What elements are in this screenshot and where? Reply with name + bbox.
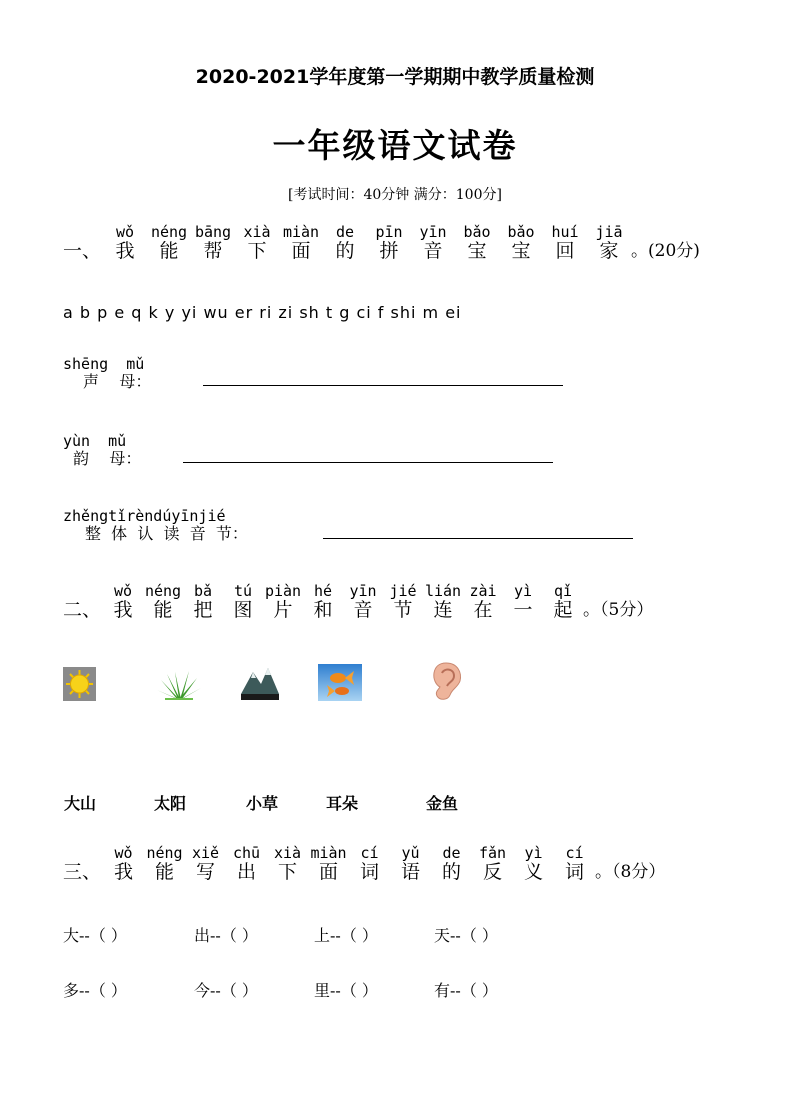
pinyin: chū	[232, 844, 261, 862]
sun-icon[interactable]	[63, 667, 96, 701]
pinyin: huí	[551, 223, 579, 241]
pinyin-character	[343, 583, 383, 621]
character: 家	[599, 240, 619, 262]
antonym-item[interactable]: 大--（ ）	[63, 926, 127, 945]
pinyin: yǔ	[401, 844, 420, 862]
pinyin: yì	[513, 582, 533, 600]
label-text: 声 母：	[83, 372, 152, 391]
pinyin: bǎ	[193, 582, 213, 600]
question-number: 二、	[63, 599, 102, 621]
pinyin-character	[267, 845, 308, 883]
character: 我	[114, 861, 134, 883]
character: 反	[483, 861, 503, 883]
pinyin-character	[303, 583, 343, 621]
character: 帮	[203, 240, 223, 262]
goldfish-icon[interactable]	[318, 664, 362, 701]
pinyin: cí	[565, 844, 584, 862]
pinyin-character	[423, 583, 463, 621]
pinyin-character	[223, 583, 263, 621]
character: 节	[393, 599, 413, 621]
question-score: 。(20分)	[631, 241, 700, 261]
character: 我	[115, 240, 135, 262]
pinyin-character	[308, 845, 349, 883]
character: 拼	[379, 240, 399, 262]
character: 下	[247, 240, 267, 262]
pinyin: yīn	[349, 582, 377, 600]
shengmu-answer-line[interactable]	[203, 385, 563, 386]
pinyin: hé	[313, 582, 333, 600]
character: 面	[291, 240, 311, 262]
character: 宝	[511, 240, 531, 262]
pinyin: jiā	[595, 223, 623, 241]
character: 词	[565, 861, 585, 883]
page-title: 一年级语文试卷	[272, 126, 518, 165]
pinyin-character	[103, 845, 144, 883]
pinyin-character	[513, 845, 554, 883]
pinyin-character	[431, 845, 472, 883]
word-list	[64, 791, 458, 814]
pinyin: zài	[469, 582, 497, 600]
character: 出	[237, 861, 257, 883]
pinyin-character	[147, 224, 191, 262]
question-3-heading	[63, 845, 665, 883]
pinyin: wǒ	[115, 223, 135, 241]
pinyin: lián	[424, 582, 462, 600]
character: 能	[153, 599, 173, 621]
pinyin: miàn	[310, 844, 347, 862]
character: 我	[113, 599, 133, 621]
label-text: 韵 母：	[73, 449, 142, 468]
character: 连	[433, 599, 453, 621]
pinyin: xiě	[191, 844, 220, 862]
pinyin: de	[442, 844, 461, 862]
question-2-heading	[63, 583, 653, 621]
zhengti-answer-line[interactable]	[323, 538, 633, 539]
yunmu-answer-line[interactable]	[183, 462, 553, 463]
pinyin-character	[554, 845, 595, 883]
pinyin: miàn	[282, 223, 320, 241]
pinyin-character	[103, 583, 143, 621]
zhengti-label	[63, 508, 248, 544]
character: 语	[401, 861, 421, 883]
pinyin: néng	[146, 844, 183, 862]
pinyin-character	[143, 583, 183, 621]
label-text: 整 体 认 读 音 节：	[85, 524, 248, 543]
pinyin: wǒ	[113, 582, 133, 600]
antonym-item[interactable]: 有--（ ）	[434, 981, 498, 1000]
pinyin-character	[543, 583, 583, 621]
pinyin-character	[390, 845, 431, 883]
antonym-item[interactable]: 上--（ ）	[314, 926, 378, 945]
label-pinyin: shēng mǔ	[63, 355, 145, 373]
pinyin-character	[144, 845, 185, 883]
character: 音	[423, 240, 443, 262]
character: 宝	[467, 240, 487, 262]
pinyin: yīn	[419, 223, 447, 241]
word-dashan[interactable]: 大山	[64, 794, 97, 813]
character: 和	[313, 599, 333, 621]
pinyin-character	[263, 583, 303, 621]
pinyin: bāng	[194, 223, 232, 241]
pinyin-character	[349, 845, 390, 883]
pinyin-character	[543, 224, 587, 262]
pinyin: fǎn	[478, 844, 507, 862]
character: 词	[360, 861, 380, 883]
pinyin-character	[383, 583, 423, 621]
character: 义	[524, 861, 544, 883]
character: 把	[193, 599, 213, 621]
pinyin-character	[367, 224, 411, 262]
mountain-icon[interactable]	[241, 664, 279, 700]
exam-info: [考试时间：40分钟 满分：100分]	[288, 187, 502, 203]
pinyin-character	[587, 224, 631, 262]
pinyin: jié	[389, 582, 417, 600]
pinyin: néng	[144, 582, 182, 600]
pinyin: néng	[150, 223, 188, 241]
word-xiaocao[interactable]: 小草	[246, 794, 279, 813]
pinyin: xià	[243, 223, 271, 241]
question-1-heading	[63, 224, 700, 262]
character: 音	[353, 599, 373, 621]
character: 回	[555, 240, 575, 262]
question-score: 。（8分）	[595, 862, 666, 882]
pinyin: wǒ	[114, 844, 133, 862]
pinyin-character	[279, 224, 323, 262]
pinyin: xià	[273, 844, 302, 862]
pinyin: yì	[524, 844, 543, 862]
pinyin-character	[235, 224, 279, 262]
label-pinyin: zhěngtǐrèndúyīnjié	[63, 507, 226, 525]
character: 图	[233, 599, 253, 621]
question-number: 一、	[63, 240, 102, 262]
pinyin-character	[191, 224, 235, 262]
ear-icon[interactable]	[428, 661, 464, 701]
pinyin: qǐ	[553, 582, 573, 600]
yunmu-label	[63, 433, 141, 469]
word-jinyu[interactable]: 金鱼	[426, 794, 459, 813]
letter-list: a b p e q k y yi wu er ri zi sh t g ci f shi m ei	[63, 303, 462, 322]
character: 下	[278, 861, 298, 883]
character: 片	[273, 599, 293, 621]
character: 能	[155, 861, 175, 883]
pinyin: bǎo	[507, 223, 535, 241]
pinyin-character	[103, 224, 147, 262]
pinyin: de	[335, 223, 355, 241]
question-number: 三、	[63, 861, 102, 883]
character: 的	[335, 240, 355, 262]
pinyin-character	[183, 583, 223, 621]
character: 起	[553, 599, 573, 621]
pinyin: bǎo	[463, 223, 491, 241]
pinyin: pīn	[375, 223, 403, 241]
pinyin: cí	[360, 844, 379, 862]
top-heading: 2020-2021学年度第一学期期中教学质量检测	[195, 66, 595, 88]
character: 写	[196, 861, 216, 883]
word-erduo[interactable]: 耳朵	[326, 794, 359, 813]
pinyin-character	[455, 224, 499, 262]
character: 的	[442, 861, 462, 883]
antonym-item[interactable]: 里--（ ）	[314, 981, 378, 1000]
pinyin: piàn	[264, 582, 302, 600]
character: 在	[473, 599, 493, 621]
word-taiyang[interactable]: 太阳	[154, 794, 187, 813]
antonym-item[interactable]: 多--（ ）	[63, 981, 127, 1000]
antonym-item[interactable]: 出--（ ）	[194, 926, 258, 945]
pinyin-character	[503, 583, 543, 621]
pinyin: tú	[233, 582, 253, 600]
character: 面	[319, 861, 339, 883]
character: 一	[513, 599, 533, 621]
pinyin-character	[499, 224, 543, 262]
antonym-item[interactable]: 天--（ ）	[434, 926, 498, 945]
antonym-item[interactable]: 今--（ ）	[194, 981, 258, 1000]
pinyin-character	[185, 845, 226, 883]
grass-icon[interactable]	[157, 668, 201, 700]
pinyin-character	[411, 224, 455, 262]
shengmu-label	[63, 356, 151, 392]
pinyin-character	[472, 845, 513, 883]
pinyin-character	[463, 583, 503, 621]
character: 能	[159, 240, 179, 262]
pinyin-character	[226, 845, 267, 883]
question-score: 。（5分）	[583, 600, 654, 620]
pinyin-character	[323, 224, 367, 262]
label-pinyin: yùn mǔ	[63, 432, 127, 450]
